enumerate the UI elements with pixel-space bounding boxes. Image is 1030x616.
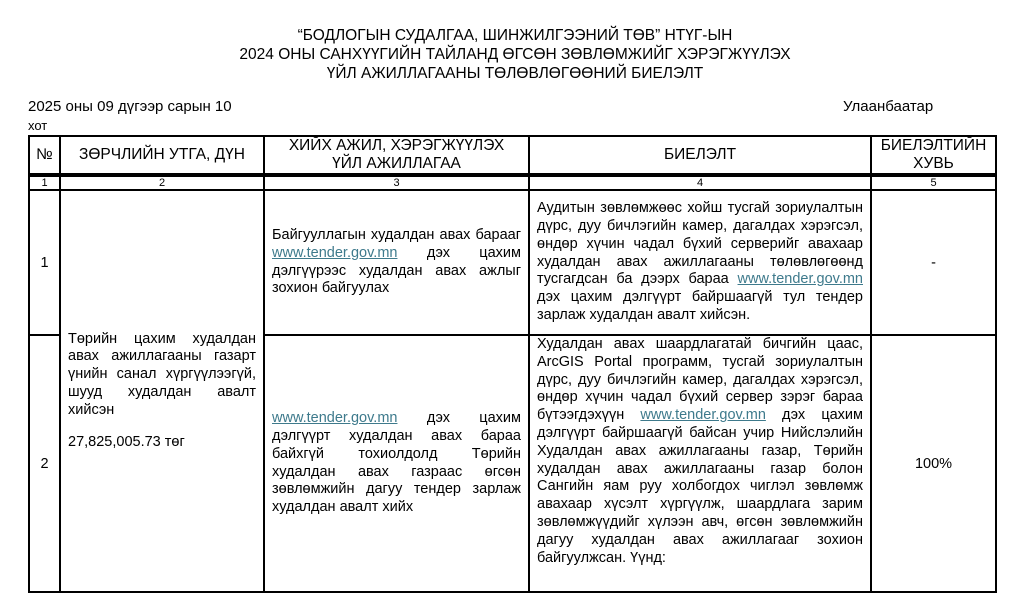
action-text-after: дэх цахим дэлгүүрээс худалдан авах ажлыг зохион байгуулах (272, 244, 521, 297)
table-row (29, 190, 996, 335)
col-number-3: 3 (264, 176, 529, 190)
result-text-before: Аудитын зөвлөмжөөс хойш тусгай зориулалтын дүрс, дуу бичлэгийн камер, дагалдах хэрэгсэл, өндөр хүчин чадал бүхий серверийг авахаар худалдан авах ажиллагааны төлөвлөгөөнд тусгагдсан ба дээрх бараа (537, 200, 863, 288)
document-title (0, 26, 1030, 83)
col-header-no: № (29, 136, 60, 174)
title-line-2: 2024 ОНЫ САНХҮҮГИЙН ТАЙЛАНД ӨГСӨН ЗӨВЛӨМЖИЙГ ХЭРЭГЖҮҮЛЭХ (239, 46, 791, 63)
tender-link[interactable]: www.tender.gov.mn (272, 410, 398, 427)
percent-cell: 100% (871, 335, 996, 592)
col-number-5: 5 (871, 176, 996, 190)
city-word: хот (28, 118, 48, 133)
col-header-result: БИЕЛЭЛТ (529, 136, 871, 174)
document-date: 2025 оны 09 дүгээр сарын 10 (28, 98, 232, 115)
result-text-before: Худалдан авах шаардлагатай бичгийн цаас, ArcGIS Portal программ, тусгай зориулалтын дүрс, дуу бичлэгийн камер, дагалдах хэрэгсэл, өндөр хүчин чадал бүхий сервер зэрэг бараа бүтээгдэхүүн (537, 336, 863, 424)
tender-link[interactable]: www.tender.gov.mn (272, 244, 398, 261)
action-text-after: дэх цахим дэлгүүрт худалдан авах бараа байхгүй тохиолдолд Төрийн худалдан авах газраас өгсөн зөвлөмжийн дагуу тендер зарлаж худалдан авалт хийх (272, 410, 521, 516)
column-number-row (29, 176, 996, 190)
col-number-1: 1 (29, 176, 60, 190)
title-line-3: ҮЙЛ АЖИЛЛАГААНЫ ТӨЛӨВЛӨГӨӨНИЙ БИЕЛЭЛТ (326, 65, 704, 82)
col-number-4: 4 (529, 176, 871, 190)
result-text-after: дэх цахим дэлгүүрт байршаагүй байсан учир Нийслэлийн Худалдан авах ажиллагааны газар, Төрийн худалдан авах ажиллагааны газар болон Сангийн яам руу холбогдох чиглэл зөвлөмж авахаар хүсэлт хүргүүлж, шаардлага зарим зөвлөмжүүдийг хүлээн авч, өгсөн зөвлөмжийн дагуу худалдан авах ажиллагааг зохион байгуулжсан. Үүнд: (537, 407, 864, 566)
col-header-percent: БИЕЛЭЛТИЙН ХУВЬ (871, 136, 996, 174)
violation-cell (60, 190, 264, 592)
tender-link[interactable]: www.tender.gov.mn (737, 271, 863, 288)
percent-cell: - (871, 190, 996, 335)
result-cell (529, 190, 871, 335)
action-text-before: Байгууллагын худалдан авах барааг (272, 226, 521, 243)
title-line-1: “БОДЛОГЫН СУДАЛГАА, ШИНЖИЛГЭЭНИЙ ТӨВ” НТҮГ-ЫН (297, 27, 733, 44)
result-text-after: дэх цахим дэлгүүрт байршаагүй тул тендер зарлаж худалдан авалт хийсэн. (537, 289, 863, 323)
implementation-table (28, 135, 997, 593)
row-number: 1 (29, 190, 60, 335)
header-row (29, 136, 996, 174)
document-place: Улаанбаатар (843, 98, 934, 115)
violation-amount: 27,825,005.73 төг (68, 433, 185, 450)
col-number-2: 2 (60, 176, 264, 190)
action-cell (264, 335, 529, 592)
violation-text: Төрийн цахим худалдан авах ажиллагааны газарт үнийн санал хүргүүлээгүй, шууд худалдан авалт хийсэн (68, 330, 256, 418)
col-header-action: ХИЙХ АЖИЛ, ХЭРЭГЖҮҮЛЭХ ҮЙЛ АЖИЛЛАГАА (264, 136, 529, 174)
result-cell (529, 335, 871, 592)
row-number: 2 (29, 335, 60, 592)
tender-link[interactable]: www.tender.gov.mn (640, 407, 766, 424)
action-cell (264, 190, 529, 335)
col-header-violation: ЗӨРЧЛИЙН УТГА, ДҮН (60, 136, 264, 174)
